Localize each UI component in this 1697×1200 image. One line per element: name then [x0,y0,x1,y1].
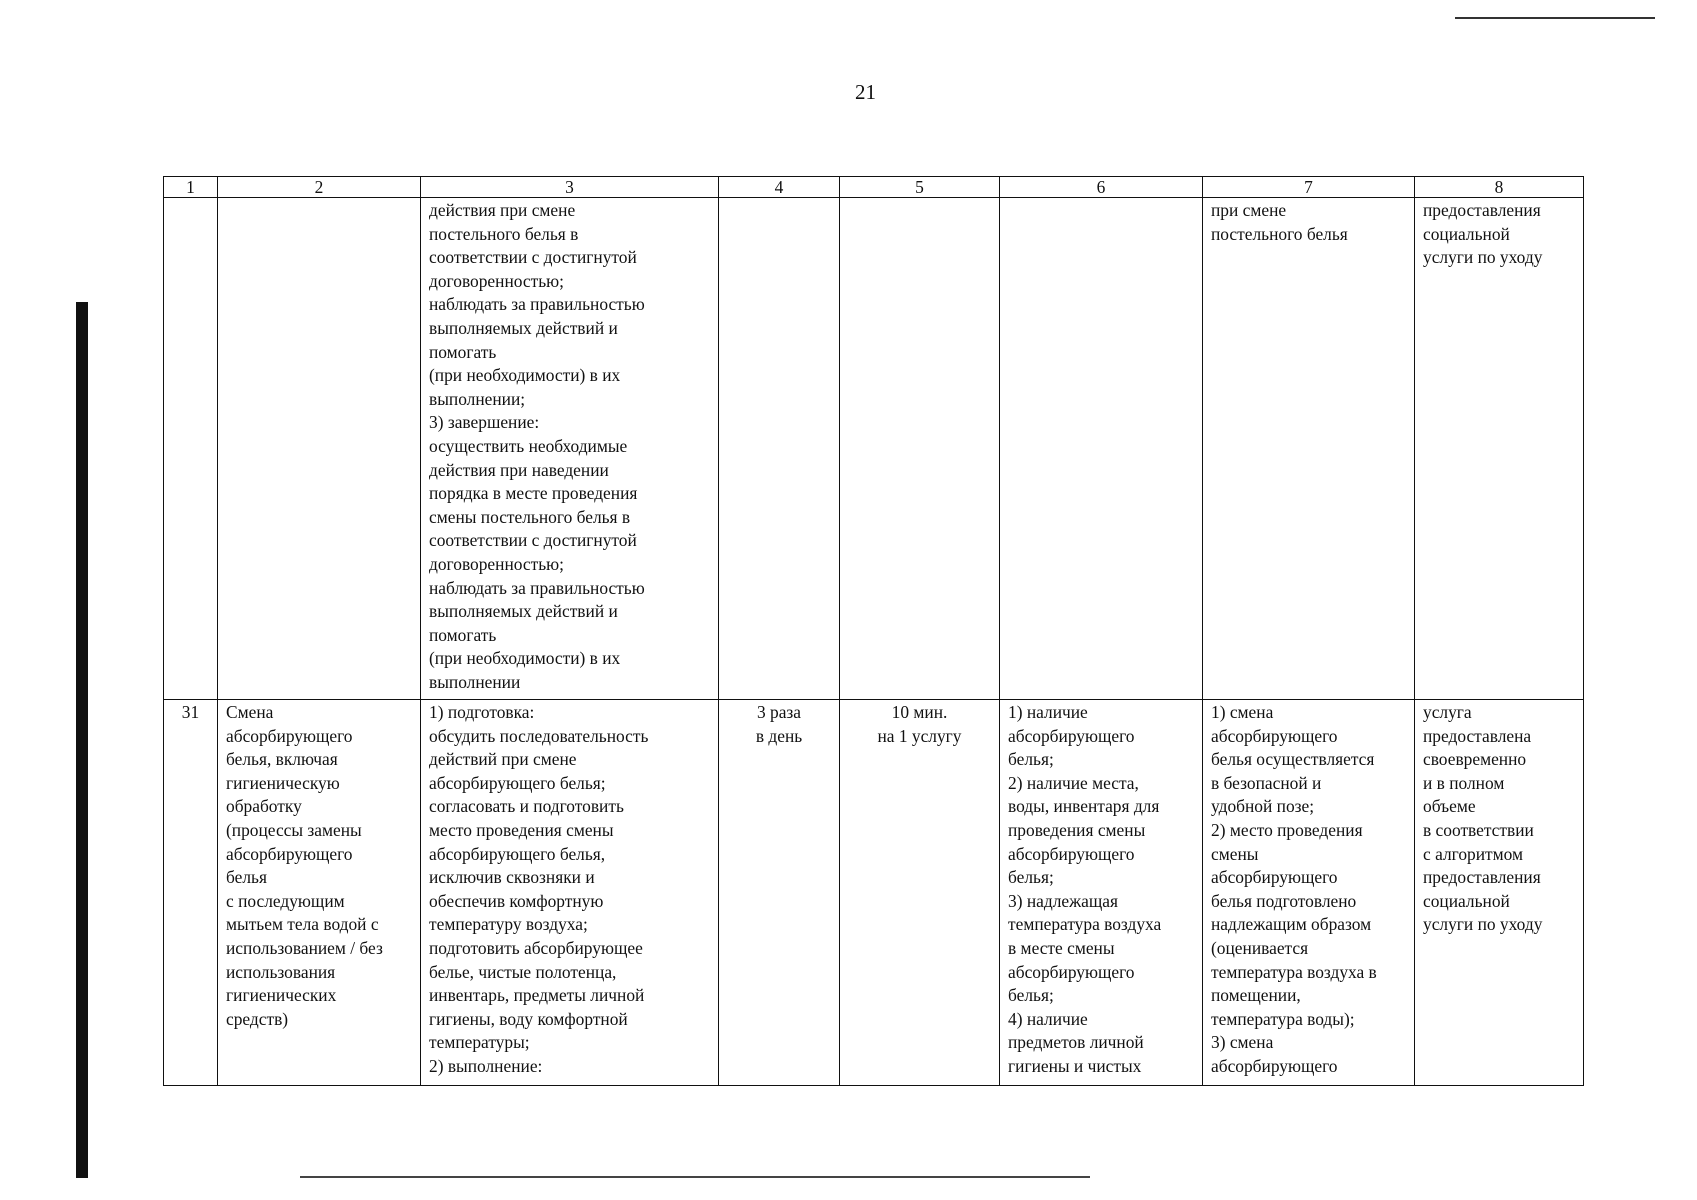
cell-service-name: Смена абсорбирующего белья, включая гигиеническую обработку (процессы замены абсорбирующего белья с последующим мытьем тела водой с использованием / без использования гигиенических средств) [218,700,421,1086]
column-number-6: 6 [1000,177,1203,198]
cell-duration: 10 мин. на 1 услугу [840,700,1000,1086]
page-number: 21 [855,80,876,104]
scan-edge-bar [76,302,88,1178]
cell-quality-indicators: 1) смена абсорбирующего белья осуществляется в безопасной и удобной позе; 2) место проведения смены абсорбирующего белья подготовлено надлежащим образом (оценивается температура воздуха в помещении, температура воды); 3) смена абсорбирующего [1203,700,1415,1086]
cell-conditions: 1) наличие абсорбирующего белья; 2) наличие места, воды, инвентаря для проведения смены абсорбирующего белья; 3) надлежащая температура воздуха в месте смены абсорбирующего белья; 4) наличие предметов личной гигиены и чистых [1000,700,1203,1086]
column-number-1: 1 [164,177,218,198]
cell-quality-indicators: при смене постельного белья [1203,198,1415,700]
table-header-row [164,177,1584,198]
cell-conditions [1000,198,1203,700]
cell-frequency [719,198,840,700]
table-row-31 [164,700,1584,1086]
cell-duration [840,198,1000,700]
column-number-2: 2 [218,177,421,198]
top-rule [1455,17,1655,19]
cell-row-number: 31 [164,700,218,1086]
table-row-continuation [164,198,1584,700]
cell-assessment: услуга предоставлена своевременно и в полном объеме в соответствии с алгоритмом предоставления социальной услуги по уходу [1415,700,1584,1086]
cell-service-procedure: 1) подготовка: обсудить последовательность действий при смене абсорбирующего белья; согласовать и подготовить место проведения смены абсорбирующего белья, исключив сквозняки и обеспечив комфортную температуру воздуха; подготовить абсорбирующее белье, чистые полотенца, инвентарь, предметы личной гигиены, воду комфортной температуры; 2) выполнение: [421,700,719,1086]
services-table [163,176,1584,1086]
column-number-4: 4 [719,177,840,198]
column-number-7: 7 [1203,177,1415,198]
bottom-rule [300,1176,1090,1178]
cell-assessment: предоставления социальной услуги по уходу [1415,198,1584,700]
cell-service-name [218,198,421,700]
column-number-5: 5 [840,177,1000,198]
column-number-3: 3 [421,177,719,198]
cell-service-procedure: действия при смене постельного белья в соответствии с достигнутой договоренностью; наблюдать за правильностью выполняемых действий и помогать (при необходимости) в их выполнении; 3) завершение: осуществить необходимые действия при наведении порядка в месте проведения смены постельного белья в соответствии с достигнутой договоренностью; наблюдать за правильностью выполняемых действий и помогать (при необходимости) в их выполнении [421,198,719,700]
column-number-8: 8 [1415,177,1584,198]
cell-frequency: 3 раза в день [719,700,840,1086]
cell-row-number [164,198,218,700]
